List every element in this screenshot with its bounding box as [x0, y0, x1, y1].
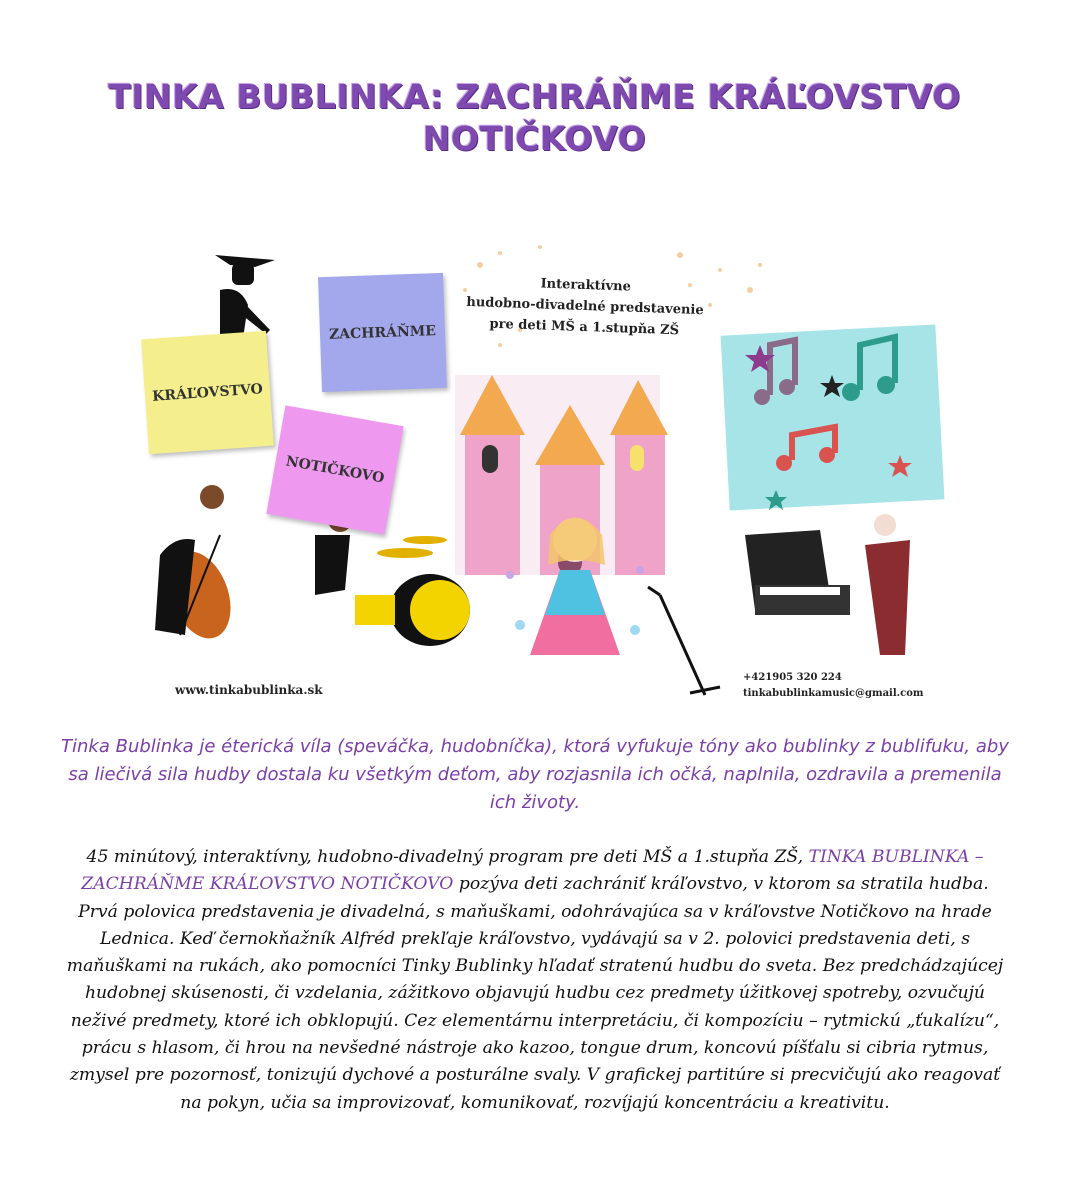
note-zachranme [318, 273, 447, 392]
intro-paragraph: Tinka Bublinka je éterická víla (speváčka, hudobníčka), ktorá vyfukuje tóny ako bublinky z bublifuku, aby sa liečivá sila hudby dostala ku všetkým deťom, aby rozjasnila ich očká, naplnila, ozdravila a premenila ich životy. [61, 736, 1009, 813]
description-paragraph [60, 844, 1010, 1117]
note-notickovo [266, 405, 403, 534]
email-address[interactable]: tinkabublinkamusic@gmail.com [743, 688, 924, 699]
poster-illustration [120, 235, 960, 715]
title-line-1: TINKA BUBLINKA: ZACHRÁŇME KRÁĽOVSTVO [108, 77, 961, 116]
description-part-2: pozýva deti zachrániť kráľovstvo, v ktorom sa stratila hudba. Prvá polovica predstavenia je divadelná, s maňuškami, odohrávajúca sa v kráľovstve Notičkovo na hrade Lednica. Keď černokňažník Alfréd prekľaje kráľovstvo, vydávajú sa v 2. polovici predstavenia deti, s maňuškami na rukách, ako pomocníci Tinky Bublinky hľadať stratenú hudbu do sveta. Bez predchádzajúcej hudobnej skúsenosti, či vzdelania, zážitkovo objavujú hudbu cez predmety úžitkovej spotreby, ozvučujú neživé predmety, ktoré ich obklopujú. Cez elementárnu interpretáciu, či kompozíciu – rytmickú „ťukalízu“, prácu s hlasom, či hrou na nevšedné nástroje ako kazoo, tongue drum, koncovú píšťalu si cibria rytmus, zmysel pre pozornosť, tonizujú dychové a posturálne svaly. V grafickej partitúre si precvičujú ako reagovať na pokyn, učia sa improvizovať, komunikovať, rozvíjajú koncentráciu a kreativitu. [66, 874, 1004, 1113]
subtitle-line-2: hudobno-divadelné predstavenie [466, 294, 704, 319]
description-highlight: TINKA BUBLINKA – ZACHRÁŇME KRÁĽOVSTVO NOTIČKOVO [81, 847, 984, 895]
drummer-figure [315, 508, 470, 646]
page-title [0, 76, 1069, 160]
title-line-2: NOTIČKOVO [422, 119, 647, 158]
note-kralovstvo-label: KRÁĽOVSTVO [151, 380, 264, 405]
subtitle-line-1: Interaktívne [540, 276, 632, 295]
bassist-figure [155, 485, 242, 647]
pianist-figure [745, 514, 910, 655]
note-kralovstvo [141, 331, 274, 454]
note-zachranme-label: ZACHRÁŇME [328, 322, 437, 343]
music-notes-square [721, 324, 945, 510]
description-part-1: 45 minútový, interaktívny, hudobno-divadelný program pre deti MŠ a 1.stupňa ZŠ, [86, 847, 809, 867]
website-link[interactable]: www.tinkabublinka.sk [175, 683, 323, 697]
phone-number: +421905 320 224 [743, 672, 842, 683]
microphone [648, 587, 720, 695]
subtitle-line-3: pre deti MŠ a 1.stupňa ZŠ [489, 316, 680, 339]
event-subtitle [449, 270, 721, 342]
note-notickovo-label: NOTIČKOVO [284, 453, 386, 487]
